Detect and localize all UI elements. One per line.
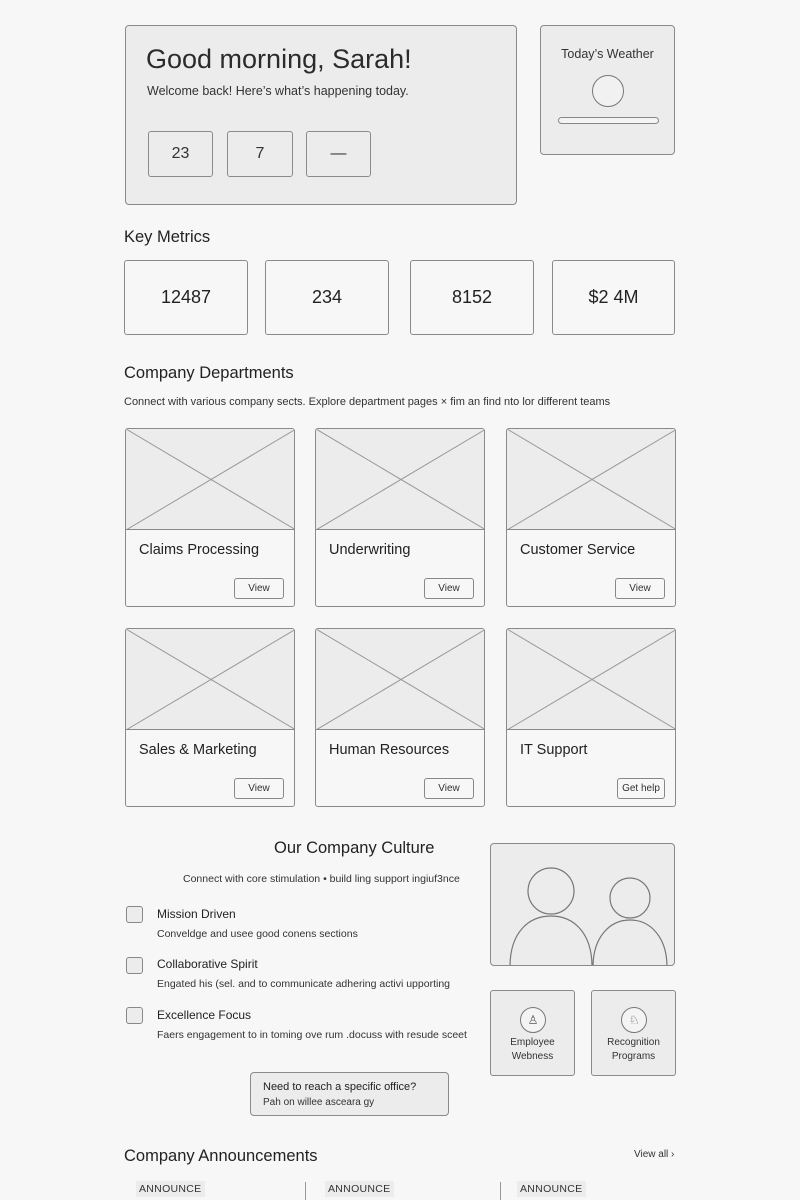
view-button[interactable]: View: [234, 578, 284, 599]
department-card-sales[interactable]: [125, 628, 295, 807]
image-placeholder-icon: [507, 429, 676, 530]
metric-card[interactable]: $2 4M: [552, 260, 675, 335]
people-icon: [491, 844, 675, 966]
checkbox[interactable]: [126, 957, 143, 974]
team-image: [490, 843, 675, 966]
office-subtitle: Pah on willee asceara gy: [263, 1097, 375, 1108]
image-placeholder-icon: [316, 629, 485, 730]
metric-card[interactable]: 8152: [410, 260, 534, 335]
announcement-tag: ANNOUNCE: [517, 1181, 586, 1197]
image-placeholder-icon: [316, 429, 485, 530]
value-title: Excellence Focus: [157, 1008, 252, 1022]
view-button[interactable]: View: [234, 778, 284, 799]
view-button[interactable]: View: [424, 578, 474, 599]
value-description: Faers engagement to in toming ove rum .docuss with resude sceet: [157, 1029, 467, 1041]
department-name: IT Support: [520, 742, 588, 758]
get-help-button[interactable]: Get help: [617, 778, 665, 799]
value-description: Engated his (sel. and to communicate adhering activi upporting: [157, 978, 451, 990]
stat-box[interactable]: —: [306, 131, 371, 177]
value-title: Collaborative Spirit: [157, 957, 258, 971]
department-card-underwriting[interactable]: [315, 428, 485, 607]
metric-card[interactable]: 12487: [124, 260, 248, 335]
weather-title: Today’s Weather: [561, 47, 654, 61]
view-all-link[interactable]: View all ›: [634, 1149, 675, 1160]
value-description: Conveldge and usee good conens sections: [157, 928, 358, 940]
view-button[interactable]: View: [615, 578, 665, 599]
department-name: Sales & Marketing: [139, 742, 257, 758]
greeting-subtitle: Welcome back! Here’s what’s happening today.: [147, 84, 409, 98]
department-card-claims[interactable]: [125, 428, 295, 607]
section-title-culture: Our Company Culture: [274, 839, 435, 857]
department-name: Customer Service: [520, 542, 636, 558]
weather-icon: [592, 75, 624, 107]
program-card-recognition[interactable]: [591, 990, 676, 1076]
department-name: Underwriting: [329, 542, 411, 558]
weather-widget: [540, 25, 675, 155]
section-title-metrics: Key Metrics: [124, 228, 211, 246]
divider: [500, 1182, 501, 1200]
person-icon: ♙: [520, 1007, 546, 1033]
office-title: Need to reach a specific office?: [263, 1081, 417, 1093]
section-title-departments: Company Departments: [124, 364, 294, 382]
culture-subtitle: Connect with core stimulation • build ling support ingiuf3nce: [183, 873, 460, 885]
stat-box[interactable]: 7: [227, 131, 293, 177]
announcement-tag: ANNOUNCE: [136, 1181, 205, 1197]
greeting-title: Good morning, Sarah!: [146, 44, 412, 74]
image-placeholder-icon: [126, 429, 295, 530]
checkbox[interactable]: [126, 906, 143, 923]
program-card-wellness[interactable]: [490, 990, 575, 1076]
divider: [305, 1182, 306, 1200]
department-card-customer-service[interactable]: [506, 428, 676, 607]
value-title: Mission Driven: [157, 907, 236, 921]
department-name: Human Resources: [329, 742, 450, 758]
section-title-announcements: Company Announcements: [124, 1147, 318, 1165]
department-card-it-support[interactable]: [506, 628, 676, 807]
stat-box[interactable]: 23: [148, 131, 213, 177]
image-placeholder-icon: [507, 629, 676, 730]
metric-card[interactable]: 234: [265, 260, 389, 335]
image-placeholder-icon: [126, 629, 295, 730]
announcement-tag: ANNOUNCE: [325, 1181, 394, 1197]
program-label: Employee Webness: [510, 1037, 555, 1062]
department-name: Claims Processing: [139, 542, 260, 558]
program-label: Recognition Programs: [607, 1037, 660, 1062]
department-card-hr[interactable]: [315, 628, 485, 807]
checkbox[interactable]: [126, 1007, 143, 1024]
welcome-card: [125, 25, 517, 205]
weather-bar: [558, 117, 659, 124]
award-icon: ♘: [621, 1007, 647, 1033]
departments-subtitle: Connect with various company sects. Explore department pages × fim an find nto lor different teams: [124, 396, 611, 408]
view-button[interactable]: View: [424, 778, 474, 799]
office-contact-card[interactable]: [250, 1072, 449, 1116]
